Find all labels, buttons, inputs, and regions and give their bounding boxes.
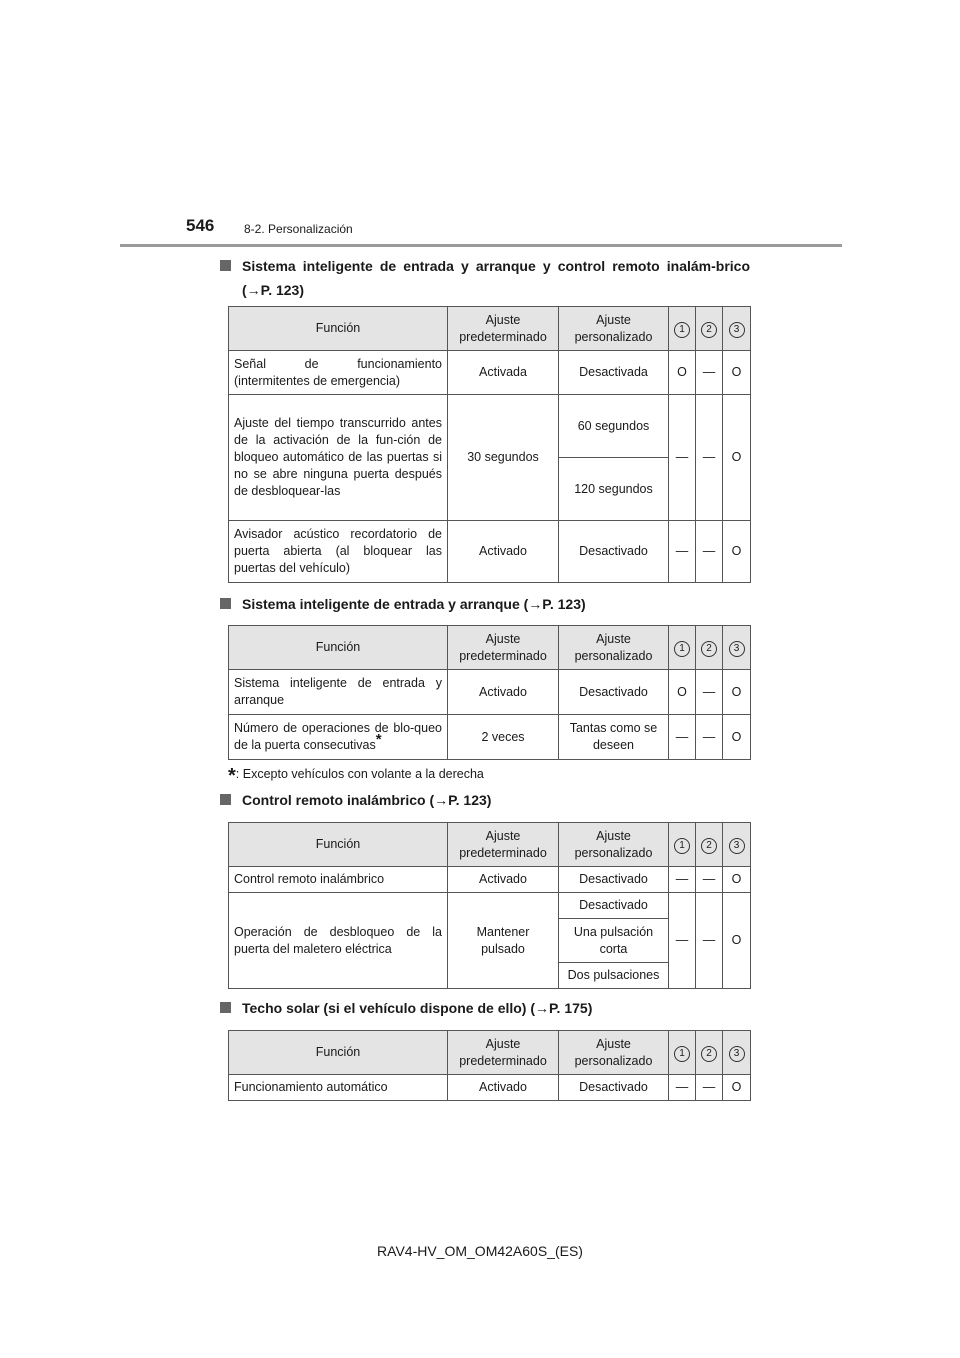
col-header-2 (696, 823, 723, 867)
col-header-funcion: Función (229, 823, 448, 867)
col-header-ajuste-predeterminado: Ajuste predeterminado (448, 626, 559, 670)
circled-number-3-icon: 3 (729, 838, 745, 854)
footnote-marker: * (375, 730, 382, 748)
cell-col-2: — (696, 395, 723, 521)
cell-col-3: O (723, 893, 751, 989)
circled-number-1-icon: 1 (674, 1046, 690, 1062)
cell-personalizado: Desactivado (559, 893, 669, 919)
table-row (229, 521, 751, 583)
section-heading-text: Techo solar (si el vehículo dispone de ello) (→P. 175) (242, 1000, 593, 1016)
table-row (229, 715, 751, 760)
col-header-1 (669, 307, 696, 351)
table-row (229, 893, 751, 919)
cell-funcion: Control remoto inalámbrico (229, 867, 448, 893)
cell-col-2: — (696, 715, 723, 760)
footer-model-code: RAV4-HV_OM_OM42A60S_(ES) (377, 1243, 583, 1259)
cell-col-1: — (669, 395, 696, 521)
circled-number-2-icon: 2 (701, 1046, 717, 1062)
cell-funcion: Señal de funcionamiento (intermitentes de emergencia) (229, 351, 448, 395)
col-header-3 (723, 823, 751, 867)
circled-number-3-icon: 3 (729, 641, 745, 657)
cell-personalizado: Una pulsación corta (559, 919, 669, 963)
col-header-funcion: Función (229, 1031, 448, 1075)
col-header-2 (696, 307, 723, 351)
table-row (229, 351, 751, 395)
cell-personalizado: Desactivada (559, 351, 669, 395)
square-bullet-icon (220, 1002, 231, 1013)
settings-table-3 (228, 822, 751, 989)
footnote (228, 765, 484, 788)
cell-funcion: Ajuste del tiempo transcurrido antes de la activación de la fun-ción de bloqueo automático de las puertas si no se abre ninguna puerta después de desbloquear-las (229, 395, 448, 521)
section-heading-3 (220, 788, 750, 812)
square-bullet-icon (220, 260, 231, 271)
col-header-3 (723, 626, 751, 670)
cell-funcion: Operación de desbloqueo de la puerta del maletero eléctrica (229, 893, 448, 989)
cell-predeterminado: Activado (448, 521, 559, 583)
cell-col-3: O (723, 715, 751, 760)
settings-table-4 (228, 1030, 751, 1101)
square-bullet-icon (220, 794, 231, 805)
cell-funcion-text: Número de operaciones de blo-queo de la puerta consecutivas (234, 721, 442, 752)
section-heading-text: Control remoto inalámbrico (→P. 123) (242, 792, 492, 808)
cell-personalizado: Desactivado (559, 670, 669, 715)
col-header-3 (723, 307, 751, 351)
circled-number-2-icon: 2 (701, 322, 717, 338)
cell-predeterminado: Activado (448, 867, 559, 893)
cell-funcion: Funcionamiento automático (229, 1075, 448, 1101)
table-header-row (229, 823, 751, 867)
table-row (229, 395, 751, 458)
col-header-3 (723, 1031, 751, 1075)
cell-predeterminado: Activado (448, 1075, 559, 1101)
cell-personalizado: Desactivado (559, 867, 669, 893)
table-header-row (229, 626, 751, 670)
cell-personalizado: Dos pulsaciones (559, 963, 669, 989)
footnote-marker: * (228, 765, 236, 787)
cell-col-3: O (723, 521, 751, 583)
col-header-1 (669, 1031, 696, 1075)
section-heading-1 (220, 254, 750, 302)
col-header-ajuste-personalizado: Ajuste personalizado (559, 823, 669, 867)
col-header-2 (696, 626, 723, 670)
cell-predeterminado: Mantener pulsado (448, 893, 559, 989)
cell-col-3: O (723, 395, 751, 521)
page-number: 546 (186, 216, 215, 235)
cell-col-2: — (696, 867, 723, 893)
header-rule (120, 244, 842, 247)
circled-number-1-icon: 1 (674, 838, 690, 854)
cell-personalizado: Desactivado (559, 1075, 669, 1101)
section-heading-4 (220, 996, 750, 1020)
circled-number-1-icon: 1 (674, 322, 690, 338)
table-header-row (229, 307, 751, 351)
circled-number-3-icon: 3 (729, 322, 745, 338)
settings-table-2 (228, 625, 751, 760)
col-header-2 (696, 1031, 723, 1075)
col-header-ajuste-personalizado: Ajuste personalizado (559, 307, 669, 351)
cell-col-2: — (696, 351, 723, 395)
cell-col-3: O (723, 670, 751, 715)
col-header-funcion: Función (229, 307, 448, 351)
cell-col-1: — (669, 867, 696, 893)
cell-col-1: O (669, 670, 696, 715)
cell-col-2: — (696, 893, 723, 989)
cell-col-3: O (723, 867, 751, 893)
cell-personalizado: Tantas como se deseen (559, 715, 669, 760)
section-label: 8-2. Personalización (244, 222, 353, 236)
table-row (229, 670, 751, 715)
cell-predeterminado: Activado (448, 670, 559, 715)
cell-col-1: — (669, 1075, 696, 1101)
col-header-ajuste-predeterminado: Ajuste predeterminado (448, 823, 559, 867)
cell-predeterminado: 2 veces (448, 715, 559, 760)
circled-number-1-icon: 1 (674, 641, 690, 657)
cell-personalizado: 60 segundos (559, 395, 669, 458)
cell-col-2: — (696, 521, 723, 583)
cell-funcion: Avisador acústico recordatorio de puerta abierta (al bloquear las puertas del vehículo) (229, 521, 448, 583)
cell-col-2: — (696, 1075, 723, 1101)
circled-number-2-icon: 2 (701, 838, 717, 854)
circled-number-2-icon: 2 (701, 641, 717, 657)
cell-predeterminado: Activada (448, 351, 559, 395)
cell-col-3: O (723, 1075, 751, 1101)
square-bullet-icon (220, 598, 231, 609)
col-header-funcion: Función (229, 626, 448, 670)
cell-col-1: O (669, 351, 696, 395)
cell-col-3: O (723, 351, 751, 395)
footnote-text: : Excepto vehículos con volante a la derecha (235, 767, 484, 781)
section-heading-text: Sistema inteligente de entrada y arranque (→P. 123) (242, 596, 586, 612)
cell-col-2: — (696, 670, 723, 715)
cell-col-1: — (669, 893, 696, 989)
section-heading-text: Sistema inteligente de entrada y arranque y control remoto inalám-brico (→P. 123) (242, 258, 750, 298)
circled-number-3-icon: 3 (729, 1046, 745, 1062)
col-header-1 (669, 626, 696, 670)
col-header-ajuste-predeterminado: Ajuste predeterminado (448, 1031, 559, 1075)
col-header-1 (669, 823, 696, 867)
cell-col-1: — (669, 715, 696, 760)
cell-col-1: — (669, 521, 696, 583)
cell-personalizado: Desactivado (559, 521, 669, 583)
settings-table-1 (228, 306, 751, 583)
col-header-ajuste-personalizado: Ajuste personalizado (559, 1031, 669, 1075)
table-header-row (229, 1031, 751, 1075)
section-heading-2 (220, 592, 750, 616)
cell-personalizado: 120 segundos (559, 458, 669, 521)
cell-funcion (229, 715, 448, 760)
table-row (229, 867, 751, 893)
col-header-ajuste-personalizado: Ajuste personalizado (559, 626, 669, 670)
col-header-ajuste-predeterminado: Ajuste predeterminado (448, 307, 559, 351)
table-row (229, 1075, 751, 1101)
cell-funcion: Sistema inteligente de entrada y arranque (229, 670, 448, 715)
cell-predeterminado: 30 segundos (448, 395, 559, 521)
